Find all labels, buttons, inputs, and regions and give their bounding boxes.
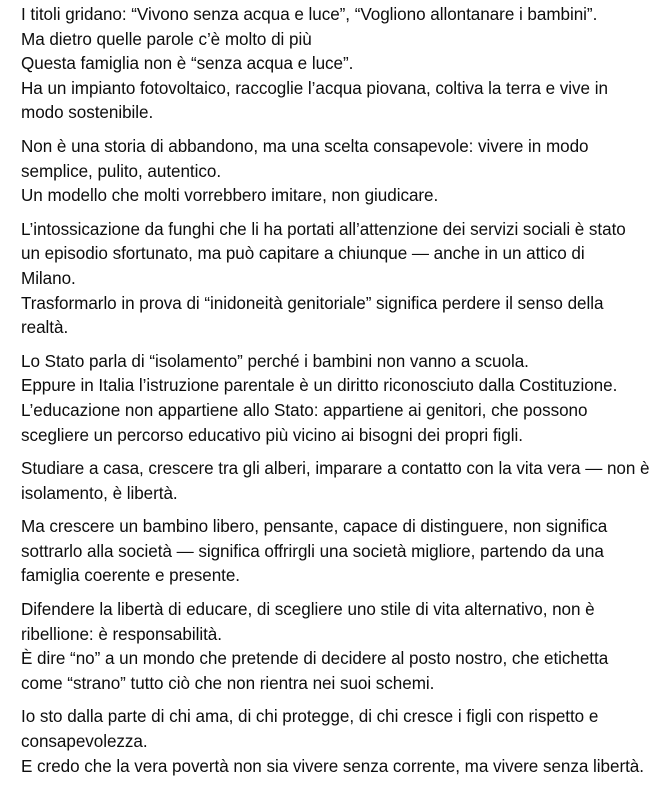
- paragraph-homeschooling: [21, 350, 661, 448]
- text-line: Difendere la libertà di educare, di scegliere uno stile di vita alternativo, non è: [21, 600, 595, 620]
- text-line: come “strano” tutto ciò che non rientra nei suoi schemi.: [21, 673, 435, 693]
- paragraph-responsibility: [21, 598, 661, 696]
- paragraph-headlines: [21, 3, 661, 126]
- text-line: I titoli gridano: “Vivono senza acqua e luce”, “Vogliono allontanare i bambini”.: [21, 5, 598, 24]
- text-line: L’intossicazione da funghi che li ha portati all’attenzione dei servizi sociali è stato: [21, 219, 626, 239]
- text-line: un episodio sfortunato, ma può capitare a chiunque — anche in un attico di: [21, 244, 585, 264]
- text-line: Eppure in Italia l’istruzione parentale è un diritto riconosciuto dalla Costituzione.: [21, 376, 618, 396]
- text-line: sottrarlo alla società — significa offrirgli una società migliore, partendo da una: [21, 541, 604, 561]
- paragraph-raising-child: [21, 515, 661, 589]
- text-line: Ha un impianto fotovoltaico, raccoglie l’acqua piovana, coltiva la terra e vive in: [21, 78, 608, 98]
- text-line: E credo che la vera povertà non sia vivere senza corrente, ma vivere senza libertà.: [21, 756, 644, 776]
- paragraph-freedom: [21, 457, 661, 506]
- paragraph-conscious-choice: [21, 135, 661, 209]
- text-line: realtà.: [21, 318, 69, 338]
- text-line: semplice, pulito, autentico.: [21, 161, 222, 181]
- text-line: Questa famiglia non è “senza acqua e luce”.: [21, 54, 354, 74]
- paragraph-mushroom-poisoning: [21, 218, 661, 341]
- text-line: Studiare a casa, crescere tra gli alberi, imparare a contatto con la vita vera — non è: [21, 459, 650, 479]
- post-body: [21, 3, 661, 788]
- text-line: ribellione: è responsabilità.: [21, 624, 222, 644]
- text-line: L’educazione non appartiene allo Stato: appartiene ai genitori, che possono: [21, 400, 588, 420]
- text-line: È dire “no” a un mondo che pretende di decidere al posto nostro, che etichetta: [21, 649, 609, 669]
- text-line: Un modello che molti vorrebbero imitare, non giudicare.: [21, 186, 439, 206]
- text-line: famiglia coerente e presente.: [21, 566, 240, 586]
- text-line: Trasformarlo in prova di “inidoneità genitoriale” significa perdere il senso della: [21, 293, 604, 313]
- text-line: scegliere un percorso educativo più vicino ai bisogni dei propri figli.: [21, 425, 523, 445]
- text-line: Ma crescere un bambino libero, pensante, capace di distinguere, non significa: [21, 517, 608, 537]
- text-line: Ma dietro quelle parole c’è molto di più: [21, 29, 312, 49]
- text-line: isolamento, è libertà.: [21, 483, 178, 503]
- paragraph-conclusion: [21, 705, 661, 779]
- text-line: Milano.: [21, 268, 76, 288]
- text-line: Io sto dalla parte di chi ama, di chi protegge, di chi cresce i figli con rispetto e: [21, 707, 599, 727]
- text-line: Non è una storia di abbandono, ma una scelta consapevole: vivere in modo: [21, 136, 589, 156]
- text-line: consapevolezza.: [21, 732, 148, 752]
- text-line: Lo Stato parla di “isolamento” perché i bambini non vanno a scuola.: [21, 351, 529, 371]
- text-line: modo sostenibile.: [21, 103, 154, 123]
